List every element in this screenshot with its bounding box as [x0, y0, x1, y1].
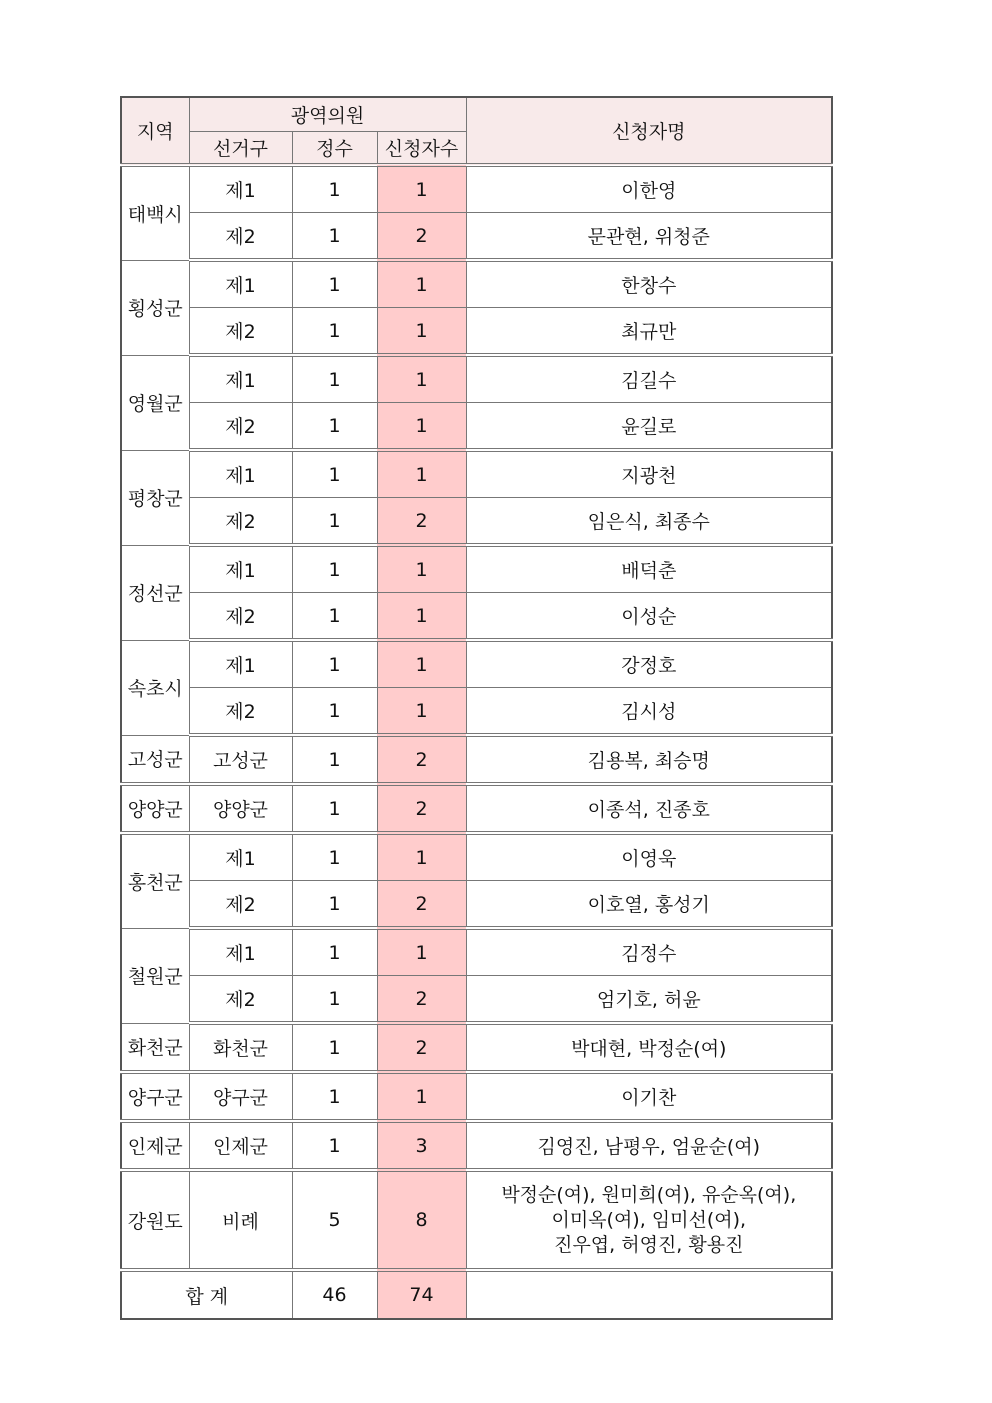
header-council: 광역의원 — [189, 97, 466, 132]
district-cell: 제2 — [189, 976, 292, 1024]
district-cell: 제2 — [189, 213, 292, 261]
table-row — [121, 498, 832, 546]
header-applicant-names: 신청자명 — [466, 97, 832, 165]
applicant-names-cell: 한창수 — [466, 260, 832, 308]
region-cell: 횡성군 — [121, 260, 189, 355]
quota-cell: 1 — [292, 593, 377, 641]
district-cell: 제1 — [189, 833, 292, 881]
applicant-count-cell: 2 — [377, 976, 466, 1024]
applicant-count-cell: 2 — [377, 881, 466, 929]
applicant-names-cell: 임은식, 최종수 — [466, 498, 832, 546]
quota-cell: 1 — [292, 881, 377, 929]
applicant-names-cell: 이기찬 — [466, 1072, 832, 1121]
quota-cell: 1 — [292, 976, 377, 1024]
applicant-names-cell: 김정수 — [466, 928, 832, 976]
table-row — [121, 1023, 832, 1072]
quota-cell: 1 — [292, 545, 377, 593]
quota-cell: 1 — [292, 450, 377, 498]
district-cell: 제1 — [189, 545, 292, 593]
district-cell: 제2 — [189, 688, 292, 736]
quota-cell: 1 — [292, 308, 377, 356]
applicant-count-cell: 1 — [377, 450, 466, 498]
district-cell: 제1 — [189, 928, 292, 976]
quota-cell: 1 — [292, 688, 377, 736]
applicant-names-line: 이미옥(여), 임미선(여), — [551, 1208, 747, 1231]
applicant-table — [120, 96, 833, 1320]
table-row — [121, 308, 832, 356]
district-cell: 제2 — [189, 498, 292, 546]
applicant-count-cell: 2 — [377, 213, 466, 261]
quota-cell: 1 — [292, 260, 377, 308]
table-row — [121, 928, 832, 976]
district-cell: 인제군 — [189, 1121, 292, 1170]
applicant-count-cell: 1 — [377, 403, 466, 451]
district-cell: 화천군 — [189, 1023, 292, 1072]
quota-cell: 1 — [292, 213, 377, 261]
table-row — [121, 688, 832, 736]
quota-cell: 1 — [292, 928, 377, 976]
applicant-names-cell — [466, 1170, 832, 1270]
district-cell: 비례 — [189, 1170, 292, 1270]
applicant-count-cell: 1 — [377, 260, 466, 308]
header-applicant-count: 신청자수 — [377, 132, 466, 166]
region-cell: 영월군 — [121, 355, 189, 450]
total-quota: 46 — [292, 1270, 377, 1319]
applicant-names-line: 박정순(여), 원미희(여), 유순옥(여), — [501, 1183, 797, 1206]
district-cell: 제1 — [189, 260, 292, 308]
applicant-names-cell: 김시성 — [466, 688, 832, 736]
applicant-names-cell: 이성순 — [466, 593, 832, 641]
district-cell: 제1 — [189, 450, 292, 498]
district-cell: 제1 — [189, 165, 292, 213]
quota-cell: 1 — [292, 1072, 377, 1121]
table-row — [121, 784, 832, 833]
applicant-count-cell: 1 — [377, 308, 466, 356]
applicant-names-cell: 박대현, 박정순(여) — [466, 1023, 832, 1072]
applicant-count-cell: 2 — [377, 498, 466, 546]
total-applicant-count: 74 — [377, 1270, 466, 1319]
table-row — [121, 735, 832, 784]
applicant-count-cell: 1 — [377, 593, 466, 641]
applicant-names-cell: 엄기호, 허윤 — [466, 976, 832, 1024]
header-quota: 정수 — [292, 132, 377, 166]
table-row — [121, 1121, 832, 1170]
applicant-names-cell: 이한영 — [466, 165, 832, 213]
applicant-count-cell: 1 — [377, 1072, 466, 1121]
table-row — [121, 976, 832, 1024]
applicant-count-cell: 1 — [377, 165, 466, 213]
region-cell: 정선군 — [121, 545, 189, 640]
table-row — [121, 545, 832, 593]
district-cell: 양양군 — [189, 784, 292, 833]
applicant-count-cell: 1 — [377, 355, 466, 403]
applicant-names-line: 진우엽, 허영진, 황용진 — [554, 1233, 744, 1256]
district-cell: 양구군 — [189, 1072, 292, 1121]
table-row — [121, 640, 832, 688]
region-cell: 홍천군 — [121, 833, 189, 928]
region-cell: 속초시 — [121, 640, 189, 735]
region-cell: 화천군 — [121, 1023, 189, 1072]
table-row-total — [121, 1270, 832, 1319]
table-body — [121, 165, 832, 1319]
quota-cell: 1 — [292, 1023, 377, 1072]
total-applicant-names — [466, 1270, 832, 1319]
applicant-names-cell: 김길수 — [466, 355, 832, 403]
applicant-count-cell: 2 — [377, 1023, 466, 1072]
applicant-names-cell: 이영욱 — [466, 833, 832, 881]
quota-cell: 1 — [292, 1121, 377, 1170]
table-row-proportional — [121, 1170, 832, 1270]
table-row — [121, 260, 832, 308]
table-row — [121, 593, 832, 641]
region-cell: 평창군 — [121, 450, 189, 545]
applicant-names-cell: 김영진, 남평우, 엄윤순(여) — [466, 1121, 832, 1170]
quota-cell: 1 — [292, 833, 377, 881]
district-cell: 제1 — [189, 355, 292, 403]
region-cell: 강원도 — [121, 1170, 189, 1270]
total-label: 합 계 — [121, 1270, 292, 1319]
district-cell: 제2 — [189, 593, 292, 641]
table-row — [121, 403, 832, 451]
applicant-names-cell: 배덕춘 — [466, 545, 832, 593]
district-cell: 제2 — [189, 308, 292, 356]
header-district: 선거구 — [189, 132, 292, 166]
region-cell: 양양군 — [121, 784, 189, 833]
district-cell: 제2 — [189, 881, 292, 929]
region-cell: 고성군 — [121, 735, 189, 784]
applicant-count-cell: 8 — [377, 1170, 466, 1270]
district-cell: 제1 — [189, 640, 292, 688]
applicant-count-cell: 1 — [377, 640, 466, 688]
quota-cell: 1 — [292, 735, 377, 784]
table-row — [121, 213, 832, 261]
quota-cell: 1 — [292, 784, 377, 833]
quota-cell: 1 — [292, 403, 377, 451]
applicant-count-cell: 1 — [377, 688, 466, 736]
applicant-count-cell: 1 — [377, 928, 466, 976]
applicant-names-cell: 이종석, 진종호 — [466, 784, 832, 833]
applicant-names-cell: 이호열, 홍성기 — [466, 881, 832, 929]
region-cell: 인제군 — [121, 1121, 189, 1170]
table-row — [121, 450, 832, 498]
applicant-count-cell: 3 — [377, 1121, 466, 1170]
quota-cell: 1 — [292, 640, 377, 688]
region-cell: 태백시 — [121, 165, 189, 260]
quota-cell: 1 — [292, 498, 377, 546]
table-row — [121, 355, 832, 403]
table-row — [121, 1072, 832, 1121]
applicant-names-cell: 지광천 — [466, 450, 832, 498]
quota-cell: 1 — [292, 355, 377, 403]
table-row — [121, 881, 832, 929]
region-cell: 철원군 — [121, 928, 189, 1023]
table-row — [121, 833, 832, 881]
applicant-names-cell: 강정호 — [466, 640, 832, 688]
quota-cell: 1 — [292, 165, 377, 213]
applicant-names-cell: 김용복, 최승명 — [466, 735, 832, 784]
applicant-count-cell: 2 — [377, 735, 466, 784]
applicant-names-cell: 윤길로 — [466, 403, 832, 451]
district-cell: 고성군 — [189, 735, 292, 784]
applicant-count-cell: 1 — [377, 833, 466, 881]
quota-cell: 5 — [292, 1170, 377, 1270]
applicant-names-cell: 문관현, 위청준 — [466, 213, 832, 261]
applicant-count-cell: 2 — [377, 784, 466, 833]
region-cell: 양구군 — [121, 1072, 189, 1121]
applicant-names-cell: 최규만 — [466, 308, 832, 356]
district-cell: 제2 — [189, 403, 292, 451]
applicant-count-cell: 1 — [377, 545, 466, 593]
table-row — [121, 165, 832, 213]
header-region: 지역 — [121, 97, 189, 165]
